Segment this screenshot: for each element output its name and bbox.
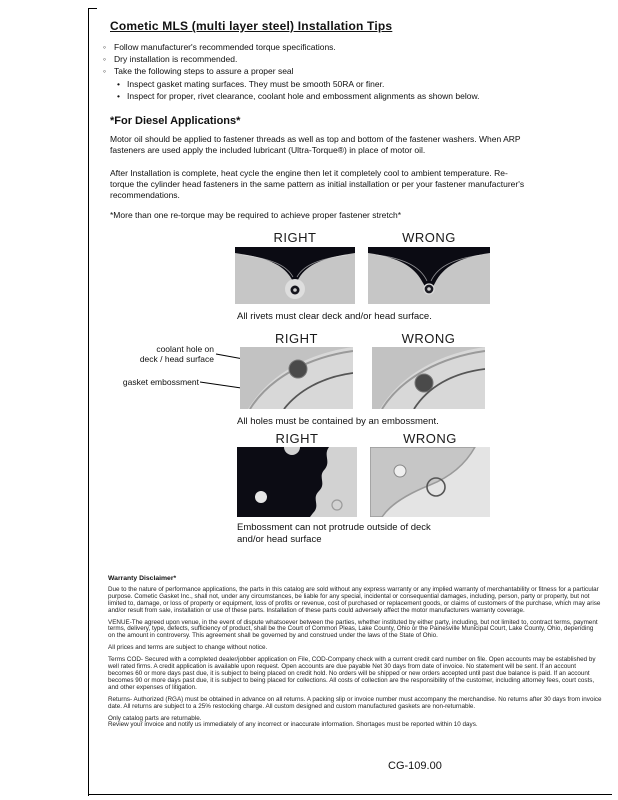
- rivet-clearance-wrong-diagram: [368, 247, 490, 304]
- disclaimer-paragraph: Terms COD- Secured with a completed dealer/jobber application on File, COD-Company check with a current credit card number on file. Open accounts may be established by well rated firms. A credit application is available upon request. Open accounts are due payable Net 30 days from date of invoice. No statement will be sent. If an account becomes 60 or more days past due, it is subject to being placed on credit hold. No orders will be shipped or new orders accepted until past due balance is paid. If an account becomes 90 or more days past due, it is subject to being placed for collections. All costs of collection are the responsibility of the customer, including attorney fees, court costs, and other expenses of litigation.: [108, 656, 596, 691]
- tips-list: [103, 41, 543, 77]
- row1-caption: All rivets must clear deck and/or head surface.: [237, 311, 432, 322]
- disclaimer-paragraph: VENUE-The agreed upon venue, in the event of dispute whatsoever between the parties, whether instituted by either party, including, but not limited to, contract terms, payment terms, delivery, type, defects, sufficiency of product, shall be the Court of Common Pleas, Lake County, Ohio or the Painesville Municipal Court, Lake County, Ohio, depending on the amount in controversy. This agreement shall be governed by and construed under the laws of the State of Ohio.: [108, 618, 598, 640]
- retorque-note: *More than one re-torque may be required to achieve proper fastener stretch*: [110, 210, 402, 220]
- coolant-hole-callout-line2: deck / head surface: [139, 354, 214, 364]
- list-item-label: Take the following steps to assure a proper seal: [114, 66, 294, 76]
- disclaimer-paragraph: Review your invoice and notify us immediately of any incorrect or inaccurate information. Shortages must be reported within 10 days.: [108, 721, 478, 729]
- gasket-embossment-callout: gasket embossment: [122, 377, 199, 387]
- row3-right-header: RIGHT: [275, 431, 319, 446]
- embossment-containment-right-diagram: [240, 347, 353, 409]
- disclaimer-paragraph: Due to the nature of performance applications, the parts in this catalog are sold without any express warranty or any implied warranty of merchantability or fitness for a particular purpose. Cometic Gasket Inc., shall not, under any circumstances, be liable for any special, incidental or consequential damages, including, person, party or property, but not limited to, damage, or loss of property or equipment, loss of profits or revenue, cost of purchased or replacement goods, or claims of customers of the purchase, which may arise and/or result from sale, installation or use of these parts. Installation of these parts could adversely affect the motor manufacturers warranty coverage.: [108, 585, 601, 614]
- row3-caption-line1: Embossment can not protrude outside of deck: [237, 522, 431, 533]
- row2-wrong-header: WRONG: [401, 331, 456, 346]
- diesel-paragraph-1: Motor oil should be applied to fastener threads as well as top and bottom of the fastener washers. When ARP fasteners are used apply the included lubricant (Ultra-Torque®) in place of motor oil.: [110, 134, 521, 155]
- disclaimer-paragraph: All prices and terms are subject to change without notice.: [108, 644, 268, 652]
- row2-caption: All holes must be contained by an embossment.: [237, 416, 439, 427]
- list-item-label: Follow manufacturer's recommended torque specifications.: [114, 42, 336, 52]
- embossment-containment-wrong-diagram: [372, 347, 485, 409]
- top-crop-mark: [88, 8, 97, 9]
- disclaimer-paragraph: Only catalog parts are returnable.: [108, 714, 202, 722]
- row3-caption-line2: and/or head surface: [237, 533, 322, 545]
- coolant-hole-callout-line1: coolant hole on: [156, 344, 214, 354]
- row2-right-header: RIGHT: [275, 331, 318, 346]
- row1-wrong-header: WRONG: [402, 230, 456, 245]
- list-item-label: Inspect gasket mating surfaces. They must be smooth 50RA or finer.: [127, 79, 385, 89]
- filled-bullet-icon: •: [117, 79, 120, 89]
- embossment-protrusion-wrong-diagram: [370, 447, 490, 517]
- filled-bullet-icon: •: [117, 91, 120, 101]
- row1-right-header: RIGHT: [273, 230, 317, 245]
- open-bullet-icon: ◦: [103, 66, 107, 76]
- disclaimer-heading: Warranty Disclaimer*: [108, 575, 177, 582]
- list-item: [103, 65, 543, 77]
- row3-wrong-header: WRONG: [403, 431, 457, 446]
- embossment-protrusion-right-diagram: [237, 447, 357, 517]
- warranty-disclaimer: [108, 576, 602, 734]
- bottom-rule: [88, 794, 612, 795]
- page-code: CG-109.00: [388, 760, 442, 772]
- list-item: [117, 90, 547, 102]
- left-margin-rule: [88, 8, 89, 796]
- diesel-section-heading: *For Diesel Applications*: [110, 115, 241, 127]
- open-bullet-icon: ◦: [103, 54, 107, 64]
- list-item-label: Dry installation is recommended.: [114, 54, 238, 64]
- row3-caption: [237, 522, 517, 545]
- list-item: [117, 78, 547, 90]
- list-item: [103, 53, 543, 65]
- disclaimer-paragraph: Returns- Authorized (RGA) must be obtained in advance on all returns. A packing slip or invoice number must accompany the merchandise. No returns after 30 days from invoice date. All returns are subject to a 25% restocking charge. All custom designed and custom manufactured gaskets are non-returnable.: [108, 695, 602, 710]
- diesel-paragraph-2: After Installation is complete, heat cycle the engine then let it completely cool to ambient temperature. Re-torque the cylinder head fasteners in the same pattern as initial installation or per your fastener manufacturer's recommendations.: [110, 168, 525, 200]
- rivet-clearance-right-diagram: [235, 247, 355, 304]
- tips-sub-list: [117, 78, 547, 102]
- list-item-label: Inspect for proper, rivet clearance, coolant hole and embossment alignments as shown below.: [127, 91, 480, 101]
- page-title: Cometic MLS (multi layer steel) Installation Tips: [110, 19, 393, 33]
- list-item: [103, 41, 543, 53]
- open-bullet-icon: ◦: [103, 42, 107, 52]
